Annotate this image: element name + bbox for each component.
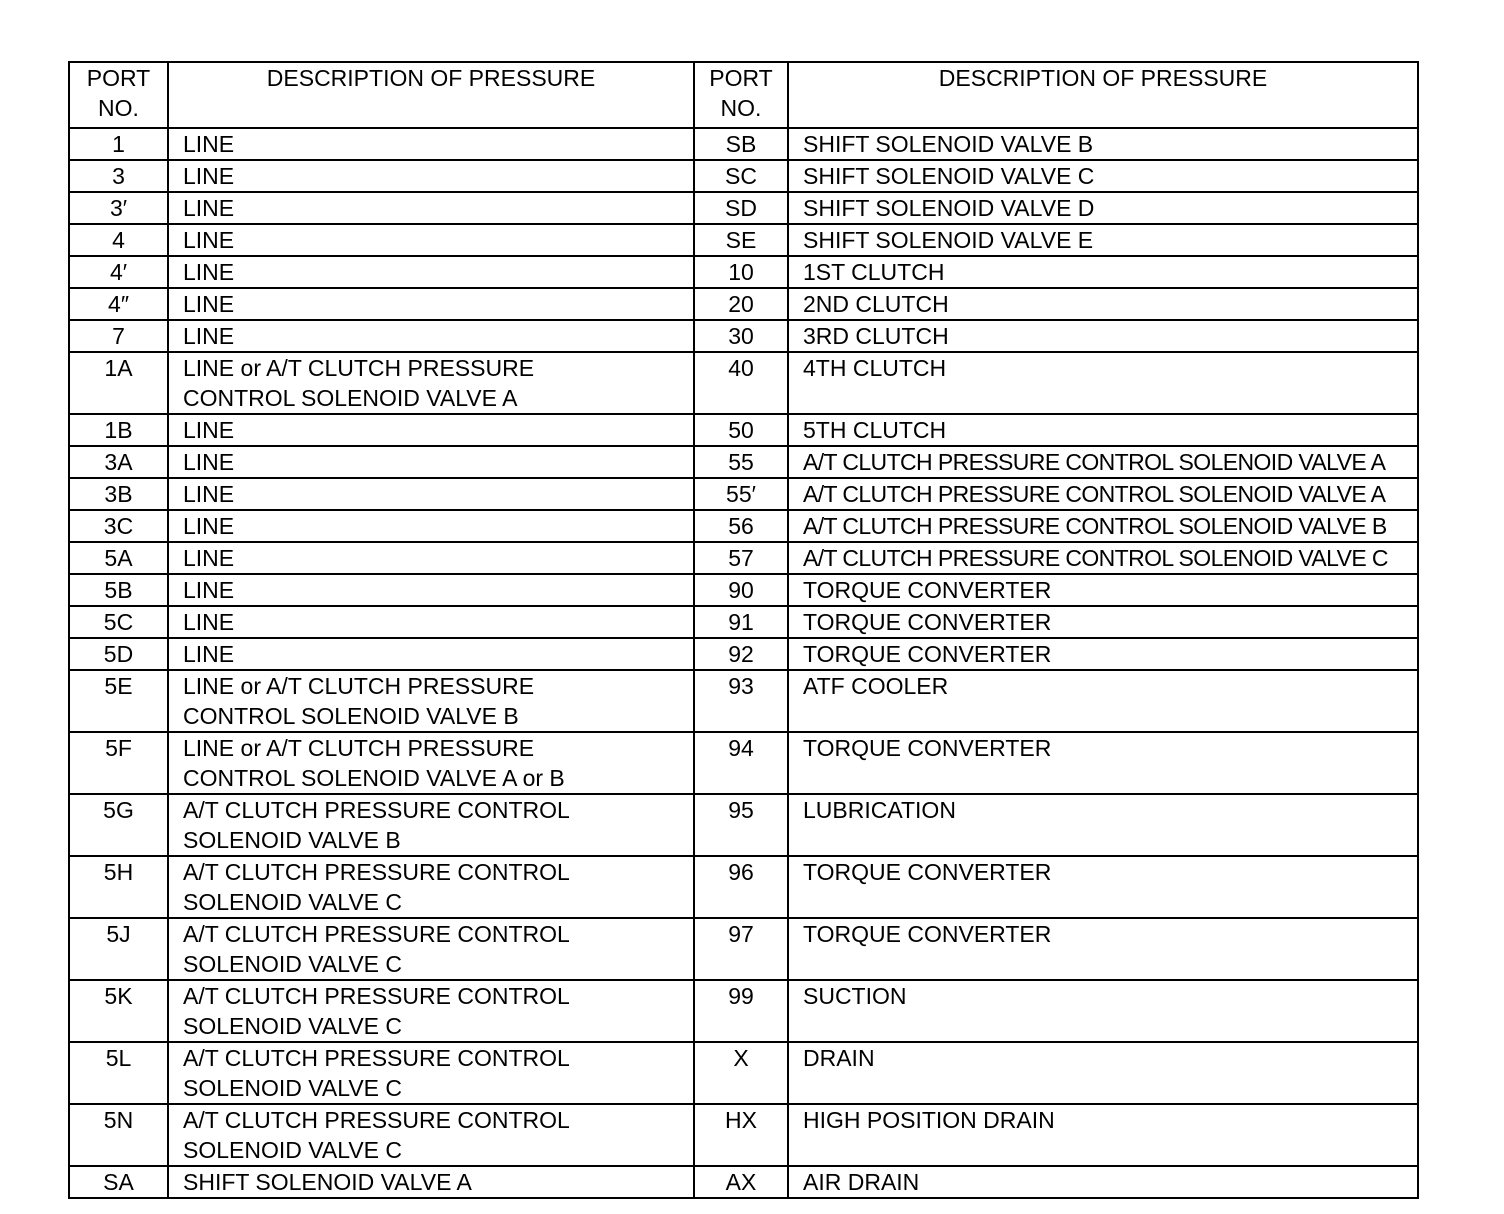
right-port-number: 92 (694, 638, 788, 670)
table-row (69, 128, 1418, 160)
table-row (69, 352, 1418, 414)
left-port-number: 3B (69, 478, 168, 510)
left-pressure-description: A/T CLUTCH PRESSURE CONTROL SOLENOID VALVE C (168, 918, 694, 980)
right-port-number: 95 (694, 794, 788, 856)
left-pressure-description: LINE or A/T CLUTCH PRESSURE CONTROL SOLENOID VALVE B (168, 670, 694, 732)
left-port-number: 5F (69, 732, 168, 794)
left-pressure-description: LINE (168, 192, 694, 224)
left-pressure-description: LINE (168, 160, 694, 192)
table-row (69, 320, 1418, 352)
left-port-number: 3′ (69, 192, 168, 224)
right-pressure-description: 2ND CLUTCH (788, 288, 1418, 320)
header-port-no-right: PORT NO. (694, 62, 788, 128)
left-pressure-description: LINE (168, 478, 694, 510)
table-row (69, 918, 1418, 980)
right-port-number: AX (694, 1166, 788, 1198)
table-row (69, 856, 1418, 918)
right-pressure-description: TORQUE CONVERTER (788, 856, 1418, 918)
right-port-number: 93 (694, 670, 788, 732)
right-port-number: 90 (694, 574, 788, 606)
table-row (69, 794, 1418, 856)
right-pressure-description: 1ST CLUTCH (788, 256, 1418, 288)
right-port-number: SC (694, 160, 788, 192)
table-row (69, 1042, 1418, 1104)
right-pressure-description: 3RD CLUTCH (788, 320, 1418, 352)
right-pressure-description: TORQUE CONVERTER (788, 574, 1418, 606)
right-pressure-description: TORQUE CONVERTER (788, 732, 1418, 794)
header-description-right: DESCRIPTION OF PRESSURE (788, 62, 1418, 128)
right-port-number: 20 (694, 288, 788, 320)
table-row (69, 192, 1418, 224)
right-pressure-description: 5TH CLUTCH (788, 414, 1418, 446)
right-pressure-description: ATF COOLER (788, 670, 1418, 732)
left-pressure-description: A/T CLUTCH PRESSURE CONTROL SOLENOID VALVE C (168, 1042, 694, 1104)
right-pressure-description: SHIFT SOLENOID VALVE E (788, 224, 1418, 256)
right-pressure-description: DRAIN (788, 1042, 1418, 1104)
left-pressure-description: LINE or A/T CLUTCH PRESSURE CONTROL SOLENOID VALVE A (168, 352, 694, 414)
table-row (69, 542, 1418, 574)
right-port-number: 99 (694, 980, 788, 1042)
right-pressure-description: A/T CLUTCH PRESSURE CONTROL SOLENOID VALVE C (788, 542, 1418, 574)
header-description-left: DESCRIPTION OF PRESSURE (168, 62, 694, 128)
left-pressure-description: LINE (168, 446, 694, 478)
right-port-number: 57 (694, 542, 788, 574)
table-row (69, 732, 1418, 794)
right-port-number: 50 (694, 414, 788, 446)
table-row (69, 638, 1418, 670)
table-row (69, 574, 1418, 606)
table-row (69, 606, 1418, 638)
left-port-number: 5K (69, 980, 168, 1042)
right-pressure-description: A/T CLUTCH PRESSURE CONTROL SOLENOID VALVE A (788, 446, 1418, 478)
right-port-number: 55 (694, 446, 788, 478)
left-port-number: 5G (69, 794, 168, 856)
right-port-number: 94 (694, 732, 788, 794)
left-pressure-description: LINE (168, 128, 694, 160)
left-port-number: SA (69, 1166, 168, 1198)
table-row (69, 1104, 1418, 1166)
left-pressure-description: A/T CLUTCH PRESSURE CONTROL SOLENOID VALVE B (168, 794, 694, 856)
right-pressure-description: HIGH POSITION DRAIN (788, 1104, 1418, 1166)
port-pressure-table (68, 61, 1419, 1199)
left-pressure-description: A/T CLUTCH PRESSURE CONTROL SOLENOID VALVE C (168, 1104, 694, 1166)
right-pressure-description: AIR DRAIN (788, 1166, 1418, 1198)
left-pressure-description: LINE (168, 414, 694, 446)
right-pressure-description: A/T CLUTCH PRESSURE CONTROL SOLENOID VALVE A (788, 478, 1418, 510)
left-pressure-description: LINE (168, 256, 694, 288)
right-port-number: 97 (694, 918, 788, 980)
left-port-number: 4 (69, 224, 168, 256)
left-pressure-description: A/T CLUTCH PRESSURE CONTROL SOLENOID VALVE C (168, 856, 694, 918)
right-port-number: 96 (694, 856, 788, 918)
left-port-number: 5D (69, 638, 168, 670)
left-pressure-description: LINE (168, 510, 694, 542)
table-row (69, 256, 1418, 288)
left-port-number: 5E (69, 670, 168, 732)
left-port-number: 5H (69, 856, 168, 918)
table-row (69, 1166, 1418, 1198)
left-port-number: 3 (69, 160, 168, 192)
left-pressure-description: LINE (168, 288, 694, 320)
table-row (69, 980, 1418, 1042)
right-port-number: SE (694, 224, 788, 256)
left-port-number: 5A (69, 542, 168, 574)
left-pressure-description: LINE (168, 574, 694, 606)
table-header-row (69, 62, 1418, 128)
left-port-number: 5B (69, 574, 168, 606)
table-row (69, 510, 1418, 542)
left-pressure-description: LINE (168, 606, 694, 638)
right-port-number: 30 (694, 320, 788, 352)
left-pressure-description: LINE or A/T CLUTCH PRESSURE CONTROL SOLENOID VALVE A or B (168, 732, 694, 794)
left-port-number: 5J (69, 918, 168, 980)
left-pressure-description: LINE (168, 320, 694, 352)
left-port-number: 4′ (69, 256, 168, 288)
right-pressure-description: 4TH CLUTCH (788, 352, 1418, 414)
table-row (69, 288, 1418, 320)
right-pressure-description: LUBRICATION (788, 794, 1418, 856)
left-pressure-description: LINE (168, 542, 694, 574)
table-row (69, 224, 1418, 256)
left-pressure-description: SHIFT SOLENOID VALVE A (168, 1166, 694, 1198)
right-pressure-description: SHIFT SOLENOID VALVE D (788, 192, 1418, 224)
left-port-number: 4″ (69, 288, 168, 320)
right-port-number: X (694, 1042, 788, 1104)
left-port-number: 5N (69, 1104, 168, 1166)
left-port-number: 7 (69, 320, 168, 352)
left-port-number: 1B (69, 414, 168, 446)
left-pressure-description: A/T CLUTCH PRESSURE CONTROL SOLENOID VALVE C (168, 980, 694, 1042)
table-row (69, 478, 1418, 510)
left-port-number: 3C (69, 510, 168, 542)
right-port-number: 40 (694, 352, 788, 414)
right-port-number: 55′ (694, 478, 788, 510)
right-port-number: SB (694, 128, 788, 160)
right-port-number: 91 (694, 606, 788, 638)
right-port-number: 56 (694, 510, 788, 542)
table-row (69, 160, 1418, 192)
left-port-number: 3A (69, 446, 168, 478)
table-row (69, 670, 1418, 732)
left-pressure-description: LINE (168, 638, 694, 670)
left-port-number: 5C (69, 606, 168, 638)
header-port-no-left: PORT NO. (69, 62, 168, 128)
right-pressure-description: SUCTION (788, 980, 1418, 1042)
left-port-number: 1 (69, 128, 168, 160)
table-row (69, 446, 1418, 478)
left-pressure-description: LINE (168, 224, 694, 256)
right-port-number: HX (694, 1104, 788, 1166)
right-port-number: SD (694, 192, 788, 224)
right-pressure-description: SHIFT SOLENOID VALVE B (788, 128, 1418, 160)
right-port-number: 10 (694, 256, 788, 288)
right-pressure-description: TORQUE CONVERTER (788, 606, 1418, 638)
left-port-number: 5L (69, 1042, 168, 1104)
right-pressure-description: TORQUE CONVERTER (788, 638, 1418, 670)
right-pressure-description: TORQUE CONVERTER (788, 918, 1418, 980)
right-pressure-description: SHIFT SOLENOID VALVE C (788, 160, 1418, 192)
table-row (69, 414, 1418, 446)
left-port-number: 1A (69, 352, 168, 414)
right-pressure-description: A/T CLUTCH PRESSURE CONTROL SOLENOID VALVE B (788, 510, 1418, 542)
